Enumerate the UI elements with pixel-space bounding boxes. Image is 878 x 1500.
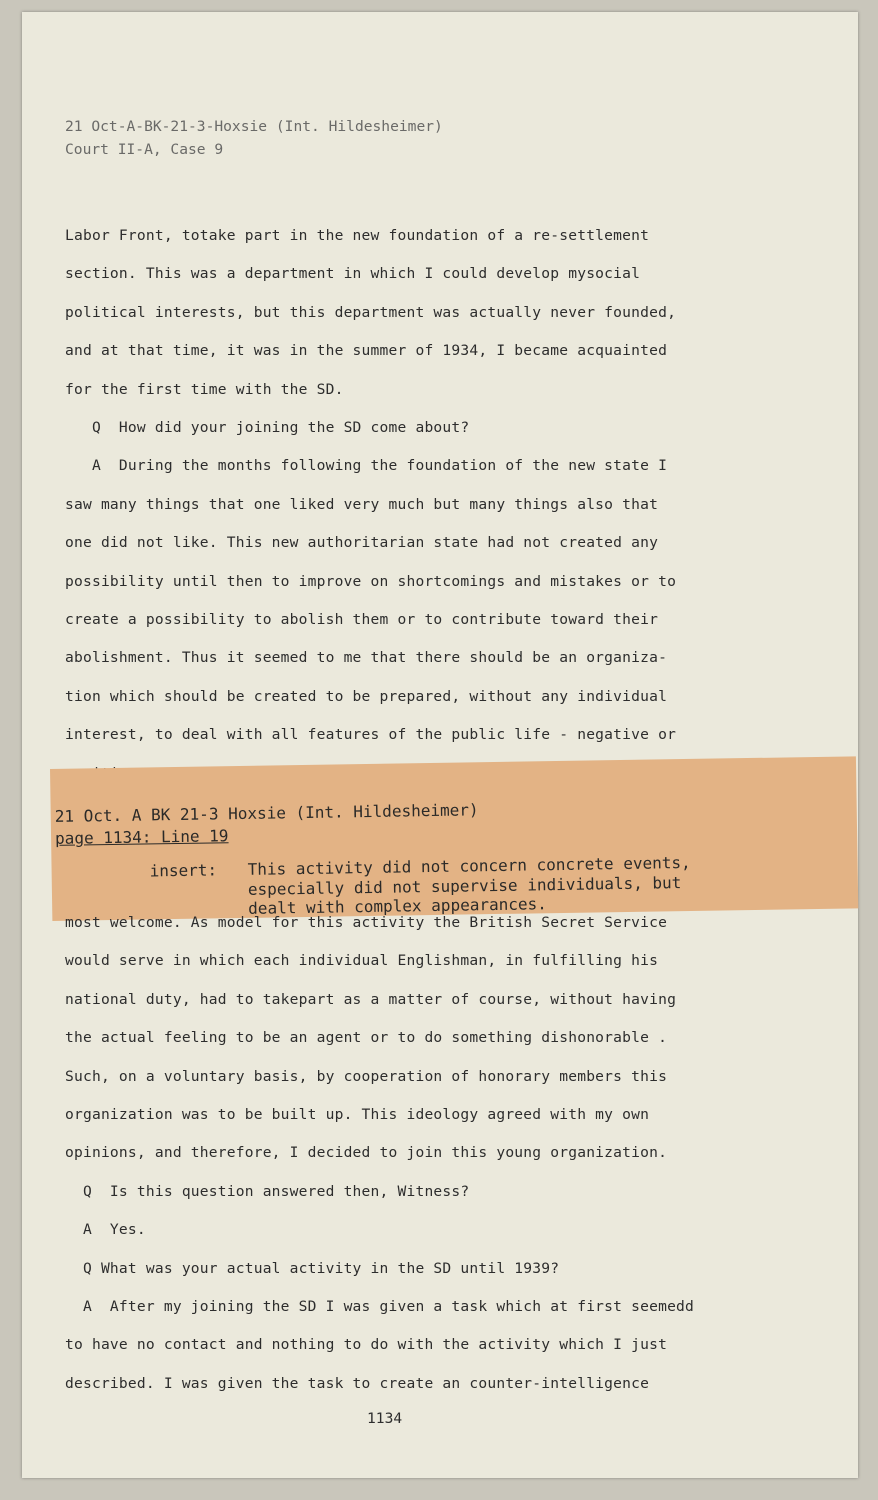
- slip-reference: 21 Oct. A BK 21-3 Hoxsie (Int. Hildesheimer): [54, 800, 479, 826]
- body-line: A After my joining the SD I was given a task which at first seemedd: [65, 1298, 695, 1315]
- body-line: to have no contact and nothing to do with the activity which I just: [65, 1336, 668, 1354]
- body-line: A During the months following the foundation of the new state I: [65, 457, 668, 475]
- slip-insert-label: insert:: [149, 860, 218, 881]
- body-line: Q How did your joining the SD come about?: [65, 419, 470, 436]
- body-line: for the first time with the SD.: [65, 380, 344, 398]
- body-line: Q What was your actual activity in the SD until 1939?: [65, 1259, 560, 1277]
- pasted-insert-slip: [50, 756, 858, 921]
- header-court: Court II-A, Case 9: [65, 141, 224, 158]
- body-line: described. I was given the task to create an counter-intelligence: [65, 1374, 650, 1392]
- slip-insert-line: This activity did not concern concrete events,: [247, 852, 691, 879]
- body-line: Q Is this question answered then, Witness?: [65, 1182, 470, 1200]
- body-line: organization was to be built up. This ideology agreed with my own: [65, 1106, 650, 1123]
- body-line: one did not like. This new authoritarian state had not created any: [65, 534, 659, 552]
- body-line: section. This was a department in which I could develop mysocial: [65, 265, 641, 283]
- body-line: opinions, and therefore, I decided to join this young organization.: [65, 1144, 668, 1162]
- slip-page-line: page 1134: Line 19: [54, 826, 229, 848]
- body-line: possibility until then to improve on shortcomings and mistakes or to: [65, 572, 677, 590]
- document-header: [65, 115, 443, 161]
- body-line: Such, on a voluntary basis, by cooperation of honorary members this: [65, 1067, 668, 1085]
- body-line: create a possibility to abolish them or to contribute toward their: [65, 611, 659, 628]
- body-line: would serve in which each individual Englishman, in fulfilling his: [65, 952, 659, 970]
- body-line: national duty, had to takepart as a matter of course, without having: [65, 990, 677, 1008]
- slip-insert-line: dealt with complex appearances.: [248, 894, 547, 918]
- slip-insert-line: especially did not supervise individuals, but: [247, 873, 682, 899]
- body-line: most welcome. As model for this activity the British Secret Service: [65, 914, 668, 931]
- body-line: A Yes.: [65, 1221, 146, 1239]
- body-line: abolishment. Thus it seemed to me that there should be an organiza-: [65, 649, 668, 667]
- body-line: interest, to deal with all features of the public life - negative or: [65, 726, 677, 744]
- page-number: 1134: [367, 1410, 403, 1427]
- body-line: the actual feeling to be an agent or to do something dishonorable .: [65, 1029, 668, 1047]
- body-line: Labor Front, totake part in the new foundation of a re-settlement: [65, 227, 650, 244]
- body-line: tion which should be created to be prepared, without any individual: [65, 687, 668, 705]
- body-line: saw many things that one liked very much but many things also that: [65, 495, 659, 513]
- document-page: [22, 12, 858, 1478]
- body-line: political interests, but this department was actually never founded,: [65, 303, 677, 321]
- header-reference: 21 Oct-A-BK-21-3-Hoxsie (Int. Hildesheimer): [65, 118, 443, 135]
- body-line: and at that time, it was in the summer of 1934, I became acquainted: [65, 342, 668, 360]
